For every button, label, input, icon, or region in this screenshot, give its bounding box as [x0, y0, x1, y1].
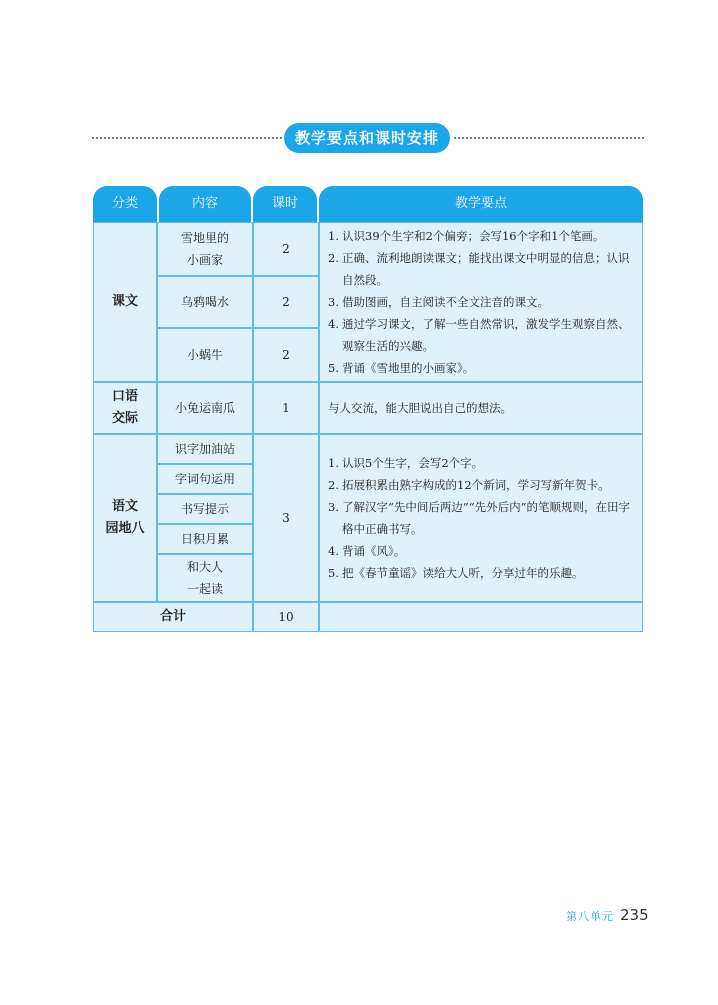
key-point: 5. 背诵《雪地里的小画家》。 [328, 361, 475, 375]
content-cell: 乌鸦喝水 [157, 276, 253, 328]
header-hours: 课时 [253, 186, 317, 222]
header-content: 内容 [159, 186, 251, 222]
title-dotted-line-left [92, 137, 282, 139]
page-number: 235 [620, 906, 649, 924]
key-point: 4. 通过学习课文，了解一些自然常识，激发学生观察自然、观察生活的兴趣。 [328, 317, 630, 353]
total-label: 合计 [93, 602, 253, 632]
hours-cell: 2 [253, 222, 319, 276]
unit-label: 第八单元 [566, 910, 614, 923]
content-cell: 日积月累 [157, 524, 253, 554]
key-point: 2. 拓展积累由熟字构成的12个新词，学习写新年贺卡。 [328, 478, 610, 492]
key-point: 4. 背诵《风》。 [328, 544, 406, 558]
key-point: 2. 正确、流利地朗读课文；能找出课文中明显的信息；认识自然段。 [328, 251, 630, 287]
key-point: 1. 认识39个生字和2个偏旁；会写16个字和1个笔画。 [328, 229, 605, 243]
content-cell: 书写提示 [157, 494, 253, 524]
hours-cell: 3 [253, 434, 319, 602]
key-points-lessons [319, 222, 643, 382]
key-point: 3. 了解汉字“先中间后两边”“先外后内”的笔顺规则，在田字格中正确书写。 [328, 500, 631, 536]
content-cell: 小兔运南瓜 [157, 382, 253, 434]
schedule-table [93, 186, 643, 632]
key-points-oral: 与人交流，能大胆说出自己的想法。 [319, 382, 643, 434]
total-empty-cell [319, 602, 643, 632]
section-title: 教学要点和课时安排 [284, 123, 450, 153]
key-point: 5. 把《春节童谣》读给大人听，分享过年的乐趣。 [328, 566, 584, 580]
key-points-language-garden [319, 434, 643, 602]
key-point: 1. 认识5个生字，会写2个字。 [328, 456, 484, 470]
category-oral-communication: 口语 交际 [93, 382, 157, 434]
key-point: 3. 借助图画，自主阅读不全文注音的课文。 [328, 295, 549, 309]
content-cell: 雪地里的 小画家 [157, 222, 253, 276]
content-cell: 识字加油站 [157, 434, 253, 464]
category-lessons: 课文 [93, 222, 157, 382]
page-footer [566, 906, 649, 928]
header-key-points: 教学要点 [319, 186, 643, 222]
content-cell: 和大人 一起读 [157, 554, 253, 602]
title-dotted-line-right [454, 137, 644, 139]
hours-cell: 2 [253, 276, 319, 328]
total-hours: 10 [253, 602, 319, 632]
content-cell: 字词句运用 [157, 464, 253, 494]
section-title-row [92, 123, 644, 153]
category-language-garden: 语文 园地八 [93, 434, 157, 602]
header-category: 分类 [93, 186, 157, 222]
hours-cell: 1 [253, 382, 319, 434]
hours-cell: 2 [253, 328, 319, 382]
content-cell: 小蜗牛 [157, 328, 253, 382]
